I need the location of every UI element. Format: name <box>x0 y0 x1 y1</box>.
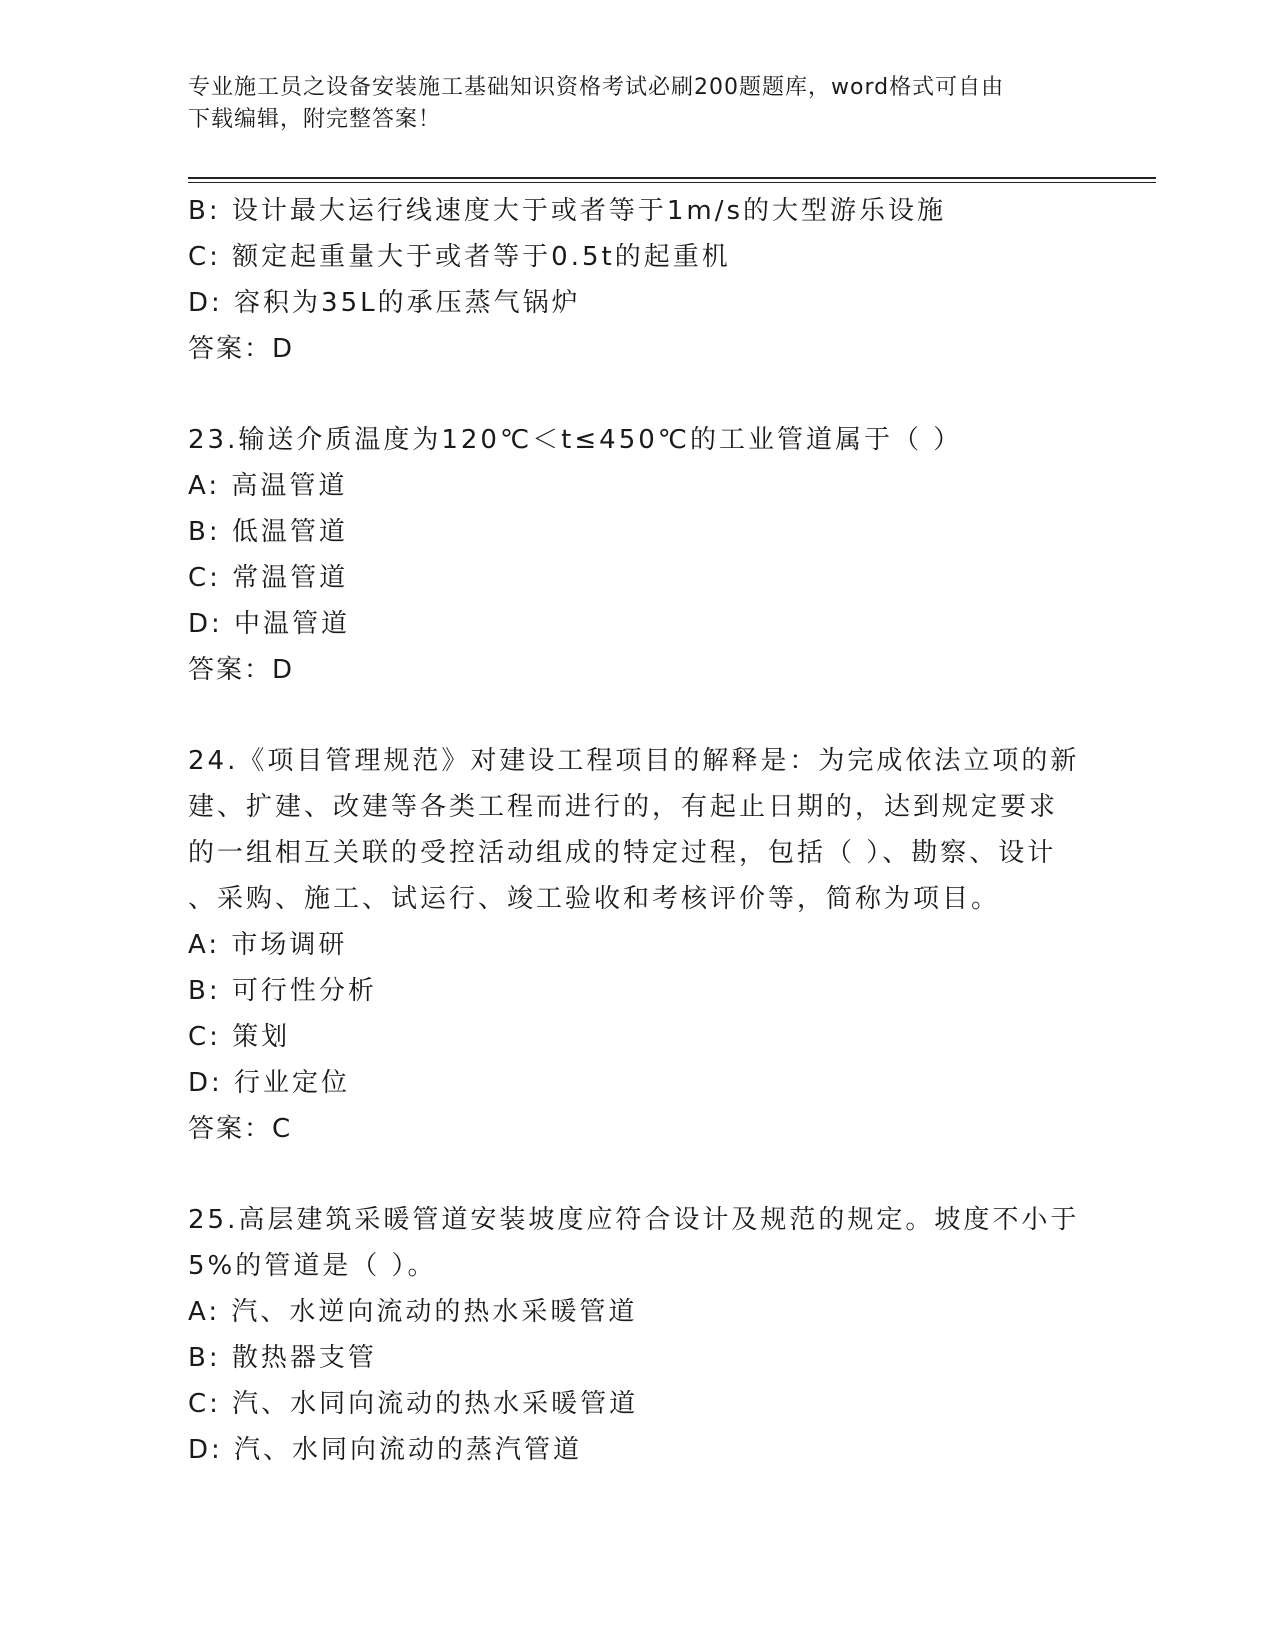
q23-option-c: C: 常温管道 <box>188 563 349 593</box>
question-spacer <box>188 1152 1088 1197</box>
q23-option-a: A: 高温管道 <box>188 471 348 501</box>
q25-option-d: D: 汽、水同向流动的蒸汽管道 <box>188 1435 583 1465</box>
q22-option-c: C: 额定起重量大于或者等于0.5t的起重机 <box>188 242 731 272</box>
q25-stem-line-2: 5%的管道是（ ）。 <box>188 1251 437 1281</box>
q24-option-d: D: 行业定位 <box>188 1068 351 1098</box>
q22-answer: 答案：D <box>188 334 295 364</box>
q23-option-b: B: 低温管道 <box>188 517 348 547</box>
question-25 <box>188 1197 1088 1473</box>
q24-stem-line-1: 24.《项目管理规范》对建设工程项目的解释是：为完成依法立项的新 <box>188 746 1080 776</box>
question-spacer <box>188 693 1088 738</box>
q24-answer: 答案：C <box>188 1114 293 1144</box>
q24-stem-line-3: 的一组相互关联的受控活动组成的特定过程，包括（ ）、勘察、设计 <box>188 838 1057 868</box>
q24-stem-line-4: 、采购、施工、试运行、竣工验收和考核评价等，简称为项目。 <box>188 884 1001 914</box>
question-content <box>188 188 1088 1473</box>
document-header <box>188 72 1068 136</box>
q25-option-a: A: 汽、水逆向流动的热水采暖管道 <box>188 1297 638 1327</box>
question-22-tail <box>188 188 1088 372</box>
q25-option-b: B: 散热器支管 <box>188 1343 377 1373</box>
header-line-2: 下载编辑，附完整答案！ <box>188 107 442 132</box>
q22-option-b: B: 设计最大运行线速度大于或者等于1m/s的大型游乐设施 <box>188 196 947 226</box>
q24-stem-line-2: 建、扩建、改建等各类工程而进行的，有起止日期的，达到规定要求 <box>188 792 1059 822</box>
q25-stem-line-1: 25.高层建筑采暖管道安装坡度应符合设计及规范的规定。坡度不小于 <box>188 1205 1080 1235</box>
question-spacer <box>188 372 1088 417</box>
header-rule-thin <box>188 182 1156 183</box>
q24-option-c: C: 策划 <box>188 1022 291 1052</box>
q24-option-b: B: 可行性分析 <box>188 976 377 1006</box>
q25-option-c: C: 汽、水同向流动的热水采暖管道 <box>188 1389 639 1419</box>
question-23 <box>188 417 1088 693</box>
q23-answer: 答案：D <box>188 655 295 685</box>
q23-stem: 23.输送介质温度为120℃＜t≤450℃的工业管道属于（ ） <box>188 425 963 455</box>
q22-option-d: D: 容积为35L的承压蒸气锅炉 <box>188 288 581 318</box>
header-rule-thick <box>188 177 1156 179</box>
q24-option-a: A: 市场调研 <box>188 930 348 960</box>
question-24 <box>188 738 1088 1152</box>
q23-option-d: D: 中温管道 <box>188 609 351 639</box>
header-line-1: 专业施工员之设备安装施工基础知识资格考试必刷200题题库，word格式可自由 <box>188 75 1005 100</box>
